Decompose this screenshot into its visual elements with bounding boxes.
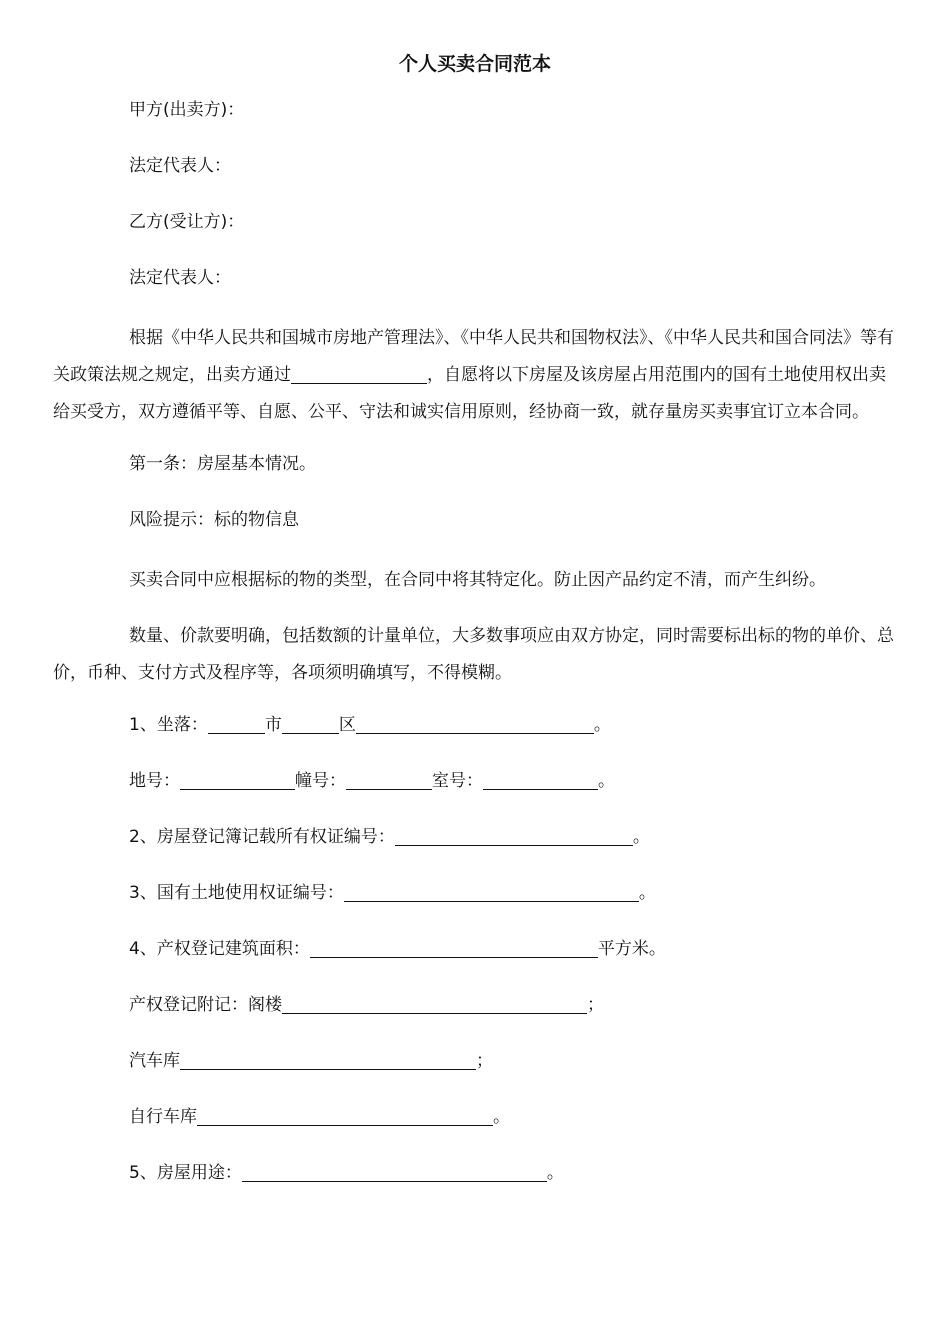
lot-building-room-line: [53, 767, 898, 823]
document-title: 个人买卖合同范本: [398, 53, 551, 75]
period: 。: [598, 771, 615, 791]
bike-label: 自行车库: [129, 1107, 197, 1127]
attic-blank: [282, 993, 587, 1014]
item-2-label: 2、房屋登记簿记载所有权证编号：: [129, 827, 395, 847]
item-3-label: 3、国有土地使用权证编号：: [129, 883, 344, 903]
acquisition-method-blank: [291, 363, 427, 384]
garage-line: [53, 1047, 898, 1103]
quantity-paragraph: 数量、价款要明确，包括数额的计量单位，大多数事项应由双方协定，同时需要标出标的物的单价、总价，币种、支付方式及程序等，各项须明确填写，不得模糊。: [53, 626, 894, 683]
lot-blank: [180, 769, 295, 790]
preamble-text-2: ，自愿将以下房屋及该房屋占用范围内的国有土地使用权出卖给买受方，双方遵循平等、自愿、公平、守法和诚实信用原则，经协商一致，就存量房买卖事宜订立本合同。: [53, 365, 886, 422]
floor-area-blank: [310, 937, 598, 958]
item-5-line: [53, 1159, 898, 1215]
land-certificate-blank: [344, 881, 639, 902]
item-1-label: 1、坐落：: [129, 715, 208, 735]
room-blank: [483, 769, 598, 790]
semicolon: ；: [476, 1051, 493, 1071]
party-b-representative-line: 法定代表人：: [129, 268, 231, 288]
area-unit: 平方米。: [597, 939, 666, 959]
item-3-line: [53, 879, 898, 935]
ownership-certificate-blank: [395, 825, 633, 846]
bike-storage-line: [53, 1103, 898, 1159]
garage-label: 汽车库: [129, 1051, 180, 1071]
building-label: 幢号：: [295, 771, 346, 791]
period: 。: [493, 1107, 510, 1127]
party-b-line: 乙方(受让方)：: [129, 212, 245, 232]
item-1-location-line: [53, 711, 898, 767]
address-blank: [356, 713, 594, 734]
preamble-text-1: 根据《中华人民共和国城市房地产管理法》、《中华人民共和国物权法》、《中华人民共和国合同法》等有关政策法规之规定，出卖方通过: [53, 328, 894, 385]
room-label: 室号：: [432, 771, 483, 791]
item-2-line: [53, 823, 898, 879]
bike-storage-blank: [197, 1105, 493, 1126]
building-blank: [346, 769, 432, 790]
period: 。: [546, 1163, 564, 1183]
item-4-label: 4、产权登记建筑面积：: [129, 939, 310, 959]
annex-label: 产权登记附记：阁楼: [129, 995, 282, 1015]
preamble-paragraph: [53, 320, 898, 450]
district-label: 区: [338, 715, 356, 735]
annex-attic-line: [53, 991, 898, 1047]
risk-tip-line: 风险提示：标的物信息: [129, 510, 299, 530]
item-5-label: 5、房屋用途：: [129, 1163, 242, 1183]
document-body: [53, 96, 898, 1215]
item-4-line: [53, 935, 898, 991]
city-label: 市: [264, 715, 282, 735]
city-blank: [208, 713, 265, 734]
article-1-heading: 第一条：房屋基本情况。: [129, 454, 316, 474]
district-blank: [282, 713, 339, 734]
period: 。: [632, 827, 650, 847]
subject-paragraph: 买卖合同中应根据标的物的类型，在合同中将其特定化。防止因产品约定不清，而产生纠纷。: [129, 570, 826, 590]
semicolon: ；: [587, 995, 604, 1015]
period: 。: [638, 883, 656, 903]
usage-blank: [242, 1161, 547, 1182]
party-a-line: 甲方(出卖方)：: [129, 100, 245, 120]
lot-label: 地号：: [129, 771, 180, 791]
garage-blank: [180, 1049, 476, 1070]
period: 。: [593, 715, 611, 735]
party-a-representative-line: 法定代表人：: [129, 156, 231, 176]
